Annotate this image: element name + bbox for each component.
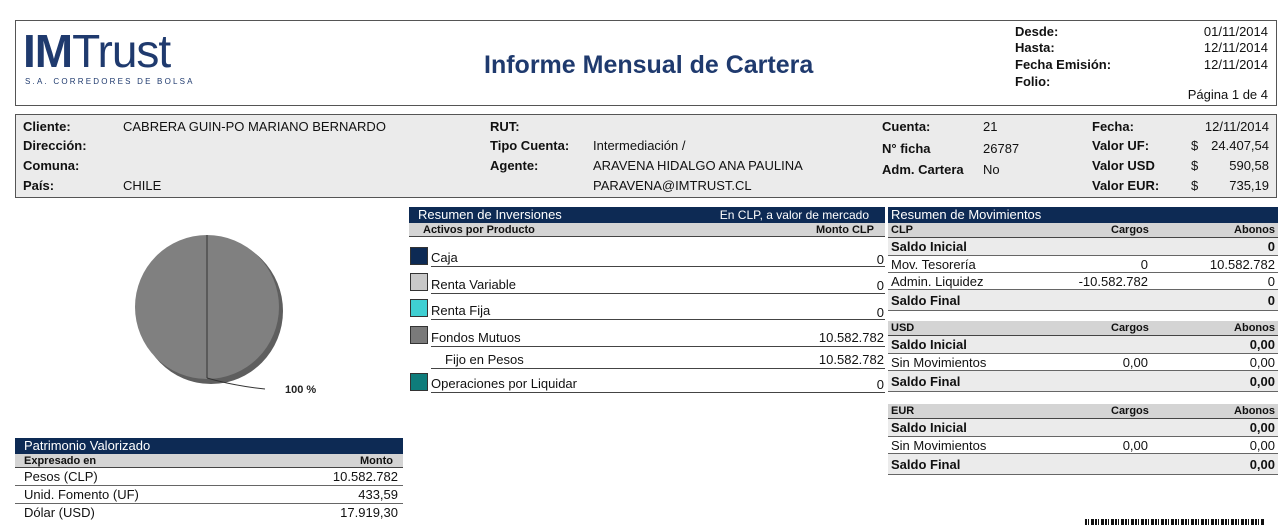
inversiones-table xyxy=(409,207,885,237)
adm-cartera-value: No xyxy=(983,162,1000,177)
inversion-row-fondos-mutuos: Fondos Mutuos 10.582.782 xyxy=(431,330,884,345)
pais-value: CHILE xyxy=(123,178,162,193)
patrimonio-title: Patrimonio Valorizado xyxy=(15,438,403,454)
comuna-label: Comuna: xyxy=(23,158,80,173)
hasta-label: Hasta: xyxy=(1015,40,1055,55)
valor-usd-label: Valor USD xyxy=(1092,158,1155,173)
fecha-value: 12/11/2014 xyxy=(1204,119,1269,134)
cuenta-value: 21 xyxy=(983,119,998,134)
agente-value: ARAVENA HIDALGO ANA PAULINA xyxy=(593,158,803,173)
agente-email: PARAVENA@IMTRUST.CL xyxy=(593,178,752,193)
mov-clp-header: CLP Cargos Abonos xyxy=(888,223,1278,238)
mov-clp-saldo-inicial: Saldo Inicial 0 xyxy=(888,238,1278,256)
patrimonio-row: Unid. Fomento (UF) 433,59 xyxy=(15,486,403,504)
inversion-row-fijo-en-pesos: Fijo en Pesos 10.582.782 xyxy=(431,352,885,369)
adm-cartera-label: Adm. Cartera xyxy=(882,162,964,177)
cliente-value: CABRERA GUIN-PO MARIANO BERNARDO xyxy=(123,119,386,134)
mov-usd-saldo-final: Saldo Final 0,00 xyxy=(888,371,1278,392)
ficha-label: N° ficha xyxy=(882,141,931,156)
page-title: Informe Mensual de Cartera xyxy=(484,51,814,79)
valor-uf-label: Valor UF: xyxy=(1092,138,1150,153)
inversion-row-caja: Caja 0 xyxy=(431,250,884,267)
barcode xyxy=(1085,519,1265,525)
movimientos-table xyxy=(888,207,1278,475)
valor-uf-value: 24.407,54 xyxy=(1211,138,1269,153)
mov-eur-row: Sin Movimientos 0,00 0,00 xyxy=(888,437,1278,454)
patrimonio-table xyxy=(15,438,403,522)
pie-percent-label: 100 % xyxy=(285,384,317,396)
legend-swatch-operaciones xyxy=(410,373,428,391)
inversiones-note: En CLP, a valor de mercado xyxy=(719,208,869,222)
movimientos-title: Resumen de Movimientos xyxy=(888,207,1278,223)
patrimonio-header xyxy=(15,454,403,468)
inversion-row-renta-fija: Renta Fija 0 xyxy=(431,303,884,320)
inversion-row-operaciones: Operaciones por Liquidar 0 xyxy=(431,376,884,392)
rut-label: RUT: xyxy=(490,119,520,134)
pais-label: País: xyxy=(23,178,55,193)
fecha-label: Fecha: xyxy=(1092,119,1134,134)
mov-eur-header: EUR Cargos Abonos xyxy=(888,404,1278,419)
mov-usd-saldo-inicial: Saldo Inicial 0,00 xyxy=(888,336,1278,354)
inversiones-col-activos: Activos por Producto xyxy=(423,224,535,236)
tipo-cuenta-value: Intermediación / xyxy=(593,138,686,153)
valor-usd-currency: $ xyxy=(1191,158,1199,173)
patrimonio-row: Dólar (USD) 17.919,30 xyxy=(24,505,398,520)
mov-clp-row: Mov. Tesorería 0 10.582.782 xyxy=(888,256,1278,273)
inversiones-header xyxy=(409,223,885,237)
tipo-cuenta-label: Tipo Cuenta: xyxy=(490,138,570,153)
inversiones-title: Resumen de Inversiones En CLP, a valor de mercado xyxy=(409,207,885,223)
imtrust-logo: IMTrust xyxy=(23,25,171,77)
direccion-label: Dirección: xyxy=(23,138,87,153)
mov-clp-saldo-final: Saldo Final 0 xyxy=(888,290,1278,311)
valor-eur-value: 735,19 xyxy=(1229,178,1269,193)
agente-label: Agente: xyxy=(490,158,539,173)
cliente-label: Cliente: xyxy=(23,119,71,134)
mov-eur-saldo-final: Saldo Final 0,00 xyxy=(888,454,1278,475)
mov-usd-row: Sin Movimientos 0,00 0,00 xyxy=(888,354,1278,371)
mov-clp-row: Admin. Liquidez -10.582.782 0 xyxy=(888,273,1278,290)
emision-label: Fecha Emisión: xyxy=(1015,57,1112,72)
valor-eur-currency: $ xyxy=(1191,178,1199,193)
hasta-value: 12/11/2014 xyxy=(1203,40,1268,55)
logo-subtitle: S.A. CORREDORES DE BOLSA xyxy=(25,77,195,86)
legend-swatch-renta-variable xyxy=(410,273,428,291)
legend-swatch-caja xyxy=(410,247,428,265)
legend-swatch-fondos-mutuos xyxy=(410,326,428,344)
ficha-value: 26787 xyxy=(983,141,1020,156)
inversion-row-renta-variable: Renta Variable 0 xyxy=(431,277,884,293)
valor-eur-label: Valor EUR: xyxy=(1092,178,1160,193)
patrimonio-col-monto: Monto xyxy=(360,455,393,467)
folio-label: Folio: xyxy=(1015,74,1051,89)
patrimonio-row: Pesos (CLP) 10.582.782 xyxy=(15,468,403,486)
mov-eur-saldo-inicial: Saldo Inicial 0,00 xyxy=(888,419,1278,437)
inversiones-col-monto: Monto CLP xyxy=(815,224,874,236)
cuenta-label: Cuenta: xyxy=(882,119,931,134)
legend-swatch-renta-fija xyxy=(410,299,428,317)
patrimonio-col-expresado: Expresado en xyxy=(24,455,97,467)
mov-usd-header: USD Cargos Abonos xyxy=(888,321,1278,336)
desde-value: 01/11/2014 xyxy=(1203,24,1268,39)
valor-uf-currency: $ xyxy=(1191,138,1199,153)
page-number: Página 1 de 4 xyxy=(1187,87,1268,102)
valor-usd-value: 590,58 xyxy=(1229,158,1269,173)
portfolio-pie-chart xyxy=(125,230,365,400)
desde-label: Desde: xyxy=(1015,24,1059,39)
emision-value: 12/11/2014 xyxy=(1203,57,1268,72)
